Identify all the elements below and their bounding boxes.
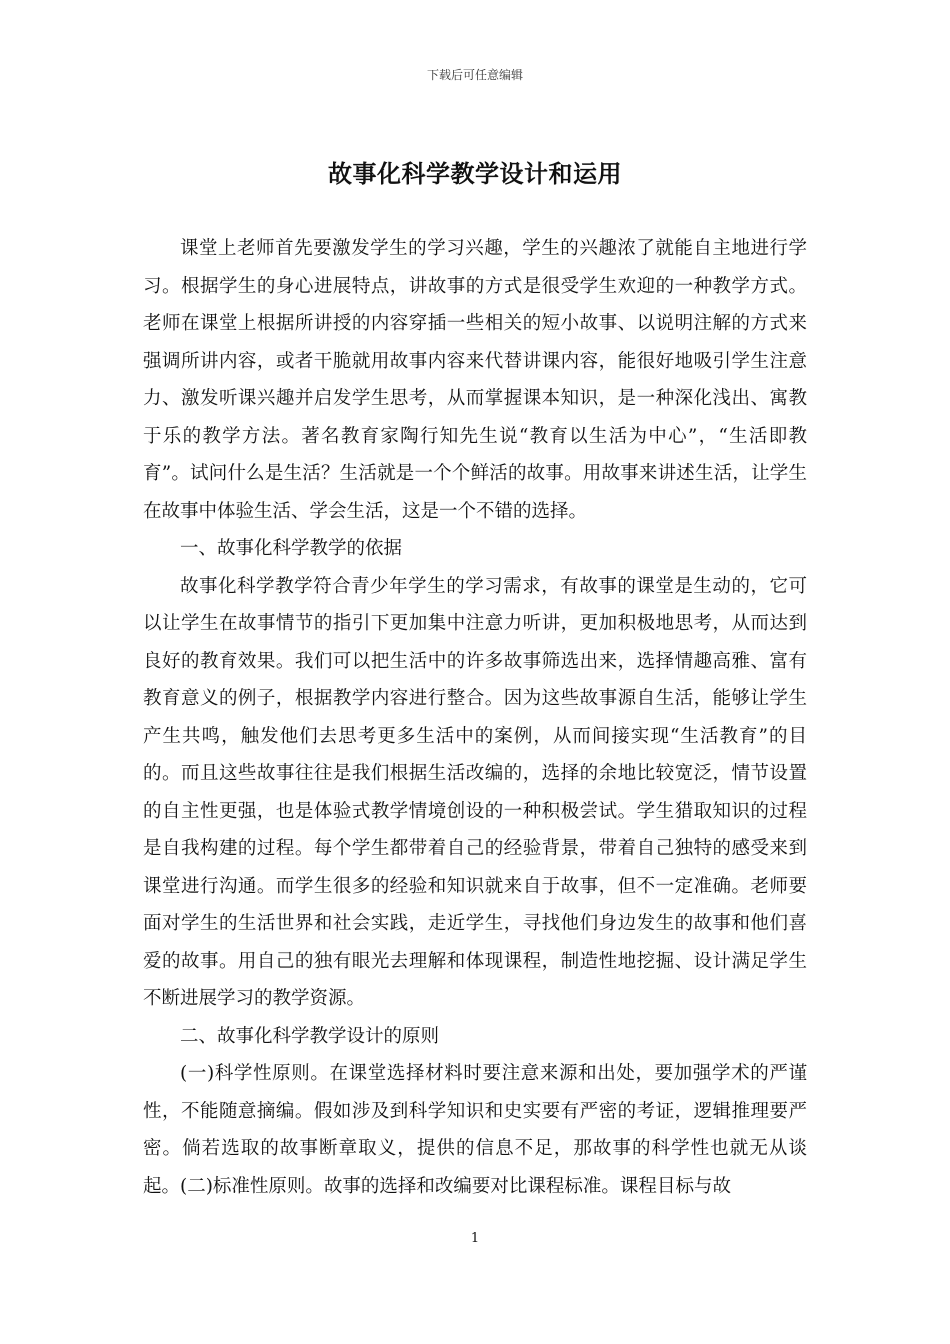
section-2-paragraph: (一)科学性原则。在课堂选择材料时要注意来源和出处，要加强学术的严谨性，不能随意摘编。假如涉及到科学知识和史实要有严密的考证，逻辑推理要严密。倘若选取的故事断章取义，提供的信息不足，那故事的科学性也就无从谈起。(二)标准性原则。故事的选择和改编要对比课程标准。课程目标与故 <box>143 1063 807 1197</box>
section-heading-2: 二、故事化科学教学设计的原则 <box>180 1025 440 1047</box>
header-note: 下载后可任意编辑 <box>426 68 523 82</box>
section-heading-1: 一、故事化科学教学的依据 <box>180 538 403 559</box>
intro-paragraph: 课堂上老师首先要激发学生的学习兴趣，学生的兴趣浓了就能自主地进行学习。根据学生的身心进展特点，讲故事的方式是很受学生欢迎的一种教学方式。老师在课堂上根据所讲授的内容穿插一些相关的短小故事、以说明注解的方式来强调所讲内容，或者干脆就用故事内容来代替讲课内容，能很好地吸引学生注意力、激发听课兴趣并启发学生思考，从而掌握课本知识，是一种深化浅出、寓教于乐的教学方法。著名教育家陶行知先生说“教育以生活为中心”，“生活即教育”。试问什么是生活？生活就是一个个鲜活的故事。用故事来讲述生活，让学生在故事中体验生活、学会生活，这是一个不错的选择。 <box>143 238 807 522</box>
document-title: 故事化科学教学设计和运用 <box>328 159 622 188</box>
section-1-paragraph: 故事化科学教学符合青少年学生的学习需求，有故事的课堂是生动的，它可以让学生在故事情节的指引下更加集中注意力听讲，更加积极地思考，从而达到良好的教育效果。我们可以把生活中的许多故事筛选出来，选择情趣高雅、富有教育意义的例子，根据教学内容进行整合。因为这些故事源自生活，能够让学生产生共鸣，触发他们去思考更多生活中的案例，从而间接实现“生活教育”的目的。而且这些故事往往是我们根据生活改编的，选择的余地比较宽泛，情节设置的自主性更强，也是体验式教学情境创设的一种积极尝试。学生猎取知识的过程是自我构建的过程。每个学生都带着自己的经验背景，带着自己独特的感受来到课堂进行沟通。而学生很多的经验和知识就来自于故事，但不一定准确。老师要面对学生的生活世界和社会实践，走近学生，寻找他们身边发生的故事和他们喜爱的故事。用自己的独有眼光去理解和体现课程，制造性地挖掘、设计满足学生不断进展学习的教学资源。 <box>143 575 807 1009</box>
document-body <box>143 230 807 1205</box>
page-number: 1 <box>470 1231 480 1246</box>
